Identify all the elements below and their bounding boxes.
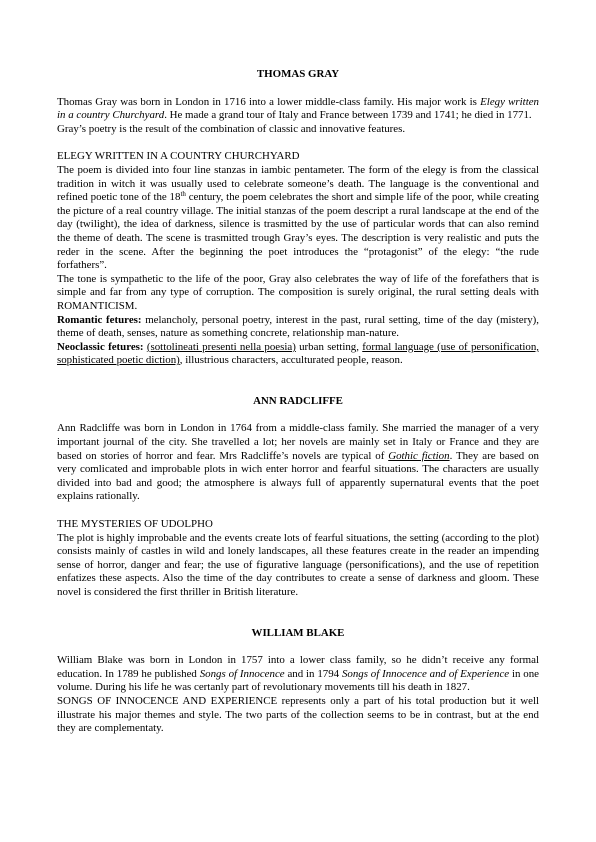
romantic-features-paragraph xyxy=(57,314,539,341)
radcliffe-bio-paragraph xyxy=(57,422,539,504)
songs-of-innocence-experience-title: Songs of Innocence and of Experience xyxy=(341,667,510,680)
songs-of-innocence-title: Songs of Innocence xyxy=(199,667,285,680)
section-title-ann-radcliffe: ANN RADCLIFFE xyxy=(253,394,343,407)
gray-poetry-paragraph: Gray’s poetry is the result of the combination of classic and innovative features. xyxy=(57,122,406,135)
gray-bio-paragraph xyxy=(57,96,539,123)
elegy-text-2: century, the poem celebrates the short and simple life of the poor, while creating the picture of a real country village. The initial stanzas of the poem descript a rural landscape at the end of the day (twilight), the idea of darkness, silence is trasmitted by the use of particular words that can also remind the theme of death. The scene is trasmitted trough Gray’s eyes. The description is very realistic and puts the reder in the scene. After the beginning the poet introduces the “protagonist” of the elegy: “the rude forfathers”. xyxy=(57,191,540,272)
blake-bio-text-3: in one volume. During his life he was certanly part of revolutionary movements till his death in 1827. xyxy=(57,667,539,694)
superscript-th: th xyxy=(180,190,186,199)
neoclassic-text-2: , illustrious characters, acculturated people, reason. xyxy=(179,354,403,367)
underlined-formal-language: formal language (use of personification, sophisticated poetic diction) xyxy=(57,340,539,367)
tone-paragraph: The tone is sympathetic to the life of the poor, Gray also celebrates the way of life of the forefathers that is simple and far from any type of corruption. The composition is surely original, the rural setting deals with ROMANTICISM. xyxy=(57,272,539,312)
gray-bio-text: Thomas Gray was born in London in 1716 into a lower middle-class family. His major work is xyxy=(57,95,481,108)
section-title-william-blake: WILLIAM BLAKE xyxy=(251,626,345,639)
udolpho-heading: THE MYSTERIES OF UDOLPHO xyxy=(57,518,213,531)
romantic-features-text: melancholy, personal poetry, interest in the past, rural setting, time of the day (mistery), theme of death, senses, nature as something concrete, relationship man-nature. xyxy=(57,313,540,340)
blake-bio-text: William Blake was born in London in 1757 into a lower class family, so he didn’t receive any formal education. In 1789 he published xyxy=(57,654,539,680)
songs-paragraph: SONGS OF INNOCENCE AND EXPERIENCE represents only a part of his total production but it well illustrate his major themes and style. The two parts of the collection seems to be in contrast, but at the end they are complementaty. xyxy=(57,694,539,735)
radcliffe-bio-text-2: . They are based on very comlicated and improbable plots in wich enter horror and fearful situations. The characters are usually divided into bad and good; the atmosphere is always full of apparently supernatural events that the poet explains rationally. xyxy=(57,449,539,503)
neoclassic-features-paragraph xyxy=(57,341,539,368)
blake-bio-paragraph xyxy=(57,654,539,695)
neoclassic-features-label: Neoclassic fetures: xyxy=(57,340,144,353)
section-title-thomas-gray: THOMAS GRAY xyxy=(256,68,340,80)
elegy-paragraph xyxy=(57,164,539,273)
neoclassic-text: urban setting, xyxy=(295,340,363,353)
underlined-note: (sottolineati presenti nella poesia) xyxy=(146,340,296,353)
gray-bio-text-2: . He made a grand tour of Italy and France between 1739 and 1741; he died in 1771. xyxy=(164,109,532,122)
elegy-work-title: Elegy written in a country Churchyard xyxy=(57,95,539,122)
elegy-heading: ELEGY WRITTEN IN A COUNTRY CHURCHYARD xyxy=(57,150,300,163)
udolpho-paragraph: The plot is highly improbable and the events create lots of fearful situations, the setting (according to the plot) consists mainly of castles in wild and lonely landscapes, all these features create in the reader an impending sense of horror, danger and fear; the use of figurative language (personifications), and the use of repetition enfatizes these aspects. Also the time of the day contributes to create a sense of darkness and gloom. These novel is considered the first thriller in British literature. xyxy=(57,531,539,598)
blake-bio-text-2: and in 1794 xyxy=(284,667,342,680)
romantic-features-label: Romantic fetures: xyxy=(57,313,142,326)
elegy-text: The poem is divided into four line stanzas in iambic pentameter. The form of the elegy is from the classical tradition in witch it was usually used to celebrate someone’s death. The language is the conventional and refined poetic tone of the 18 xyxy=(57,163,539,204)
gothic-fiction-term: Gothic fiction xyxy=(388,449,450,462)
radcliffe-bio-text: Ann Radcliffe was born in London in 1764 from a middle-class family. She married the manager of a very important journal of the city. She travelled a lot; her novels are mainly set in Italy or France and they are based on stories of horror and fear. Mrs Radcliffe’s novels are typical of xyxy=(57,422,539,462)
